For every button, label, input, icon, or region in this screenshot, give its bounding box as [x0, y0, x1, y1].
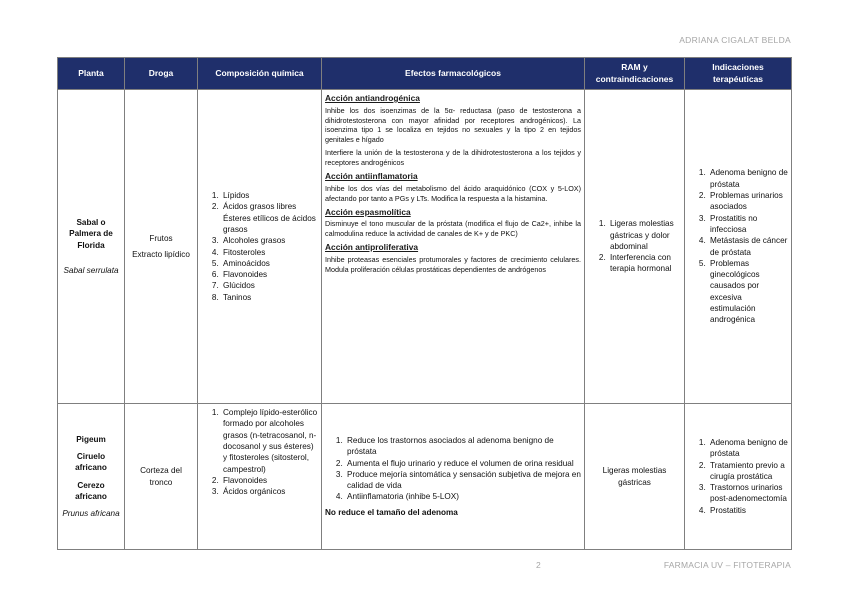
col-header-composicion: Composición química — [198, 58, 322, 90]
cell-indicaciones — [685, 404, 792, 550]
list-item: 3. Alcoholes grasos — [221, 235, 318, 246]
table-row-pigeum — [58, 404, 792, 550]
list-item: 1. Reduce los trastornos asociados al adenoma benigno de próstata — [345, 435, 581, 458]
ram-list — [588, 218, 681, 275]
plant-name: Ciruelo africano — [75, 451, 107, 473]
col-header-planta: Planta — [58, 58, 125, 90]
list-item: 4. Fitosteroles — [221, 247, 318, 258]
list-item: 1. Adenoma benigno de próstata — [708, 167, 788, 190]
col-header-ram: RAM y contraindicaciones — [585, 58, 685, 90]
plant-latin-name: Sabal serrulata — [63, 265, 119, 275]
list-item: 1. Lípidos — [221, 190, 318, 201]
effect-text: Disminuye el tono muscular de la próstata (modifica el flujo de Ca2+, inhibe la calmodulina reduce la actividad de canales de K+ y de PKC) — [325, 219, 581, 239]
ram-text: Ligeras molestias gástricas — [602, 466, 667, 487]
page-footer-course: FARMACIA UV – FITOTERAPIA — [663, 560, 791, 570]
cell-planta — [58, 90, 125, 404]
drug-part: Corteza del tronco — [140, 466, 182, 487]
cell-efectos — [322, 90, 585, 404]
effect-title-espasmolitica: Acción espasmolítica — [325, 206, 411, 217]
indications-list — [688, 437, 788, 516]
list-item: 8. Taninos — [221, 292, 318, 303]
col-header-indicaciones: Indicaciones terapéuticas — [685, 58, 792, 90]
effect-text: Inhibe los dos isoenzimas de la 5α- reductasa (paso de testosterona a dihidrotestosterona con mayor afinidad por receptores androgénicos). La isoenzima tipo 1 se localiza en tejidos no sexuales y la tipo 2 en tejidos genitales e hígado — [325, 105, 581, 145]
effect-text: Inhibe proteasas esenciales protumorales y factores de crecimiento celulares. Modula proliferación células prostáticas dependientes de andrógenos — [325, 254, 581, 274]
list-item: 4. Prostatitis — [708, 505, 788, 516]
list-item: 2. Problemas urinarios asociados — [708, 190, 788, 213]
table-row-sabal — [58, 90, 792, 404]
cell-planta — [58, 404, 125, 550]
cell-ram — [585, 90, 685, 404]
cell-indicaciones — [685, 90, 792, 404]
cell-ram — [585, 404, 685, 550]
list-item: 6. Flavonoides — [221, 269, 318, 280]
list-item: 7. Glúcidos — [221, 280, 318, 291]
cell-droga — [125, 90, 198, 404]
list-item: 2. Tratamiento previo a cirugía prostática — [708, 460, 788, 483]
drug-extract: Extracto lipídico — [132, 249, 190, 259]
cell-droga — [125, 404, 198, 550]
drug-part: Frutos — [149, 234, 173, 244]
list-item: 1. Complejo lípido-esterólico formado por alcoholes grasos (n-tetracosanol, n-docosanol y sus ésteres) y fitosteroles (sitosterol, campestrol) — [221, 407, 318, 475]
list-item: 2. Interferencia con terapia hormonal — [608, 252, 681, 275]
col-header-droga: Droga — [125, 58, 198, 90]
plant-name: Cerezo africano — [75, 480, 107, 501]
list-item: 2. Flavonoides — [221, 475, 318, 486]
effect-text: Inhibe los dos vías del metabolismo del ácido araquidónico (COX y 5-LOX) afectando por tanto a PGs y LTs. Modifica la respuesta a la histamina. — [325, 183, 581, 203]
effects-note: No reduce el tamaño del adenoma — [325, 507, 458, 517]
plant-latin-name: Prunus africana — [62, 509, 120, 519]
list-item: 2. Ácidos grasos libres Ésteres etílicos de ácidos grasos — [221, 201, 318, 235]
composition-list — [201, 407, 318, 498]
list-item: 4. Metástasis de cáncer de próstata — [708, 235, 788, 258]
effect-title-antiinflamatoria: Acción antiinflamatoria — [325, 171, 418, 182]
effects-list — [325, 435, 581, 503]
list-item: 5. Aminoácidos — [221, 258, 318, 269]
cell-efectos — [322, 404, 585, 550]
phytotherapy-table — [57, 57, 792, 550]
list-item: 5. Problemas ginecológicos causados por excesiva estimulación androgénica — [708, 258, 788, 326]
table-header-row — [58, 58, 792, 90]
list-item: 3. Produce mejoría sintomática y sensación subjetiva de mejora en calidad de vida — [345, 469, 581, 492]
list-item: 4. Antiinflamatoria (inhibe 5-LOX) — [345, 491, 581, 502]
page-number: 2 — [536, 560, 541, 570]
list-item: 3. Prostatitis no infecciosa — [708, 213, 788, 236]
indications-list — [688, 167, 788, 325]
cell-composicion — [198, 404, 322, 550]
cell-composicion — [198, 90, 322, 404]
plant-name: Pigeum — [76, 434, 106, 444]
effect-title-antiproliferativa: Acción antiproliferativa — [325, 242, 419, 253]
list-item: 2. Aumenta el flujo urinario y reduce el volumen de orina residual — [345, 458, 581, 469]
effect-title-antiandrogenica: Acción antiandrogénica — [325, 93, 420, 103]
list-item: 1. Adenoma benigno de próstata — [708, 437, 788, 460]
list-item: 3. Trastornos urinarios post-adenomectomía — [708, 482, 788, 505]
plant-name: Sabal o Palmera de Florida — [69, 217, 113, 250]
page-header-author: ADRIANA CIGALAT BELDA — [679, 35, 791, 45]
effect-text: Interfiere la unión de la testosterona y de la dihidrotestosterona a los tejidos y receptores androgénicos — [325, 148, 581, 168]
col-header-efectos: Efectos farmacológicos — [322, 58, 585, 90]
composition-list — [201, 190, 318, 303]
list-item: 1. Ligeras molestias gástricas y dolor abdominal — [608, 218, 681, 252]
list-item: 3. Ácidos orgánicos — [221, 486, 318, 497]
